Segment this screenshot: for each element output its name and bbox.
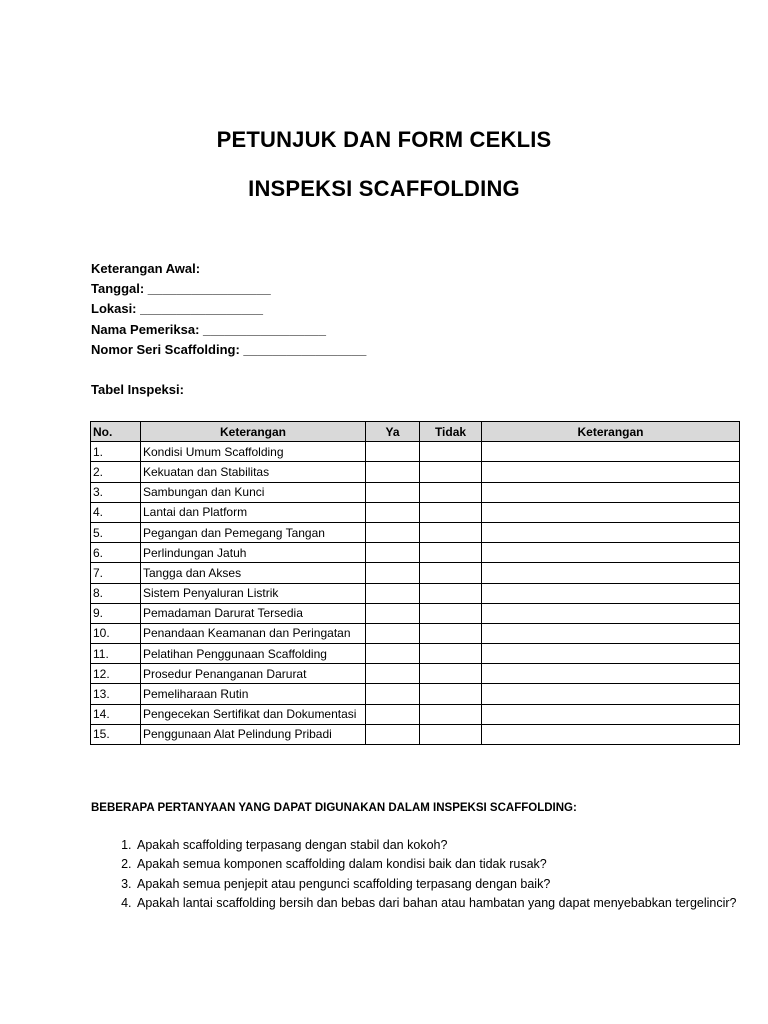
row-item: Penandaan Keamanan dan Peringatan: [141, 623, 366, 643]
table-row: [91, 543, 740, 563]
no-checkbox-cell[interactable]: [420, 664, 482, 684]
table-row: [91, 704, 740, 724]
row-number: 6.: [91, 543, 141, 563]
notes-cell[interactable]: [482, 442, 740, 462]
table-row: [91, 724, 740, 744]
table-row: [91, 522, 740, 542]
no-checkbox-cell[interactable]: [420, 543, 482, 563]
inspection-table: [90, 421, 740, 745]
list-item: 2. Apakah semua komponen scaffolding dalam kondisi baik dan tidak rusak?: [135, 855, 755, 874]
no-checkbox-cell[interactable]: [420, 623, 482, 643]
no-checkbox-cell[interactable]: [420, 522, 482, 542]
questions-heading: BEBERAPA PERTANYAAN YANG DAPAT DIGUNAKAN DALAM INSPEKSI SCAFFOLDING:: [91, 802, 577, 814]
column-header-yes: Ya: [366, 422, 420, 442]
notes-cell[interactable]: [482, 603, 740, 623]
yes-checkbox-cell[interactable]: [366, 462, 420, 482]
notes-cell[interactable]: [482, 704, 740, 724]
notes-cell[interactable]: [482, 502, 740, 522]
row-number: 2.: [91, 462, 141, 482]
info-field-serial: Nomor Seri Scaffolding: _________________: [91, 341, 367, 357]
no-checkbox-cell[interactable]: [420, 442, 482, 462]
no-checkbox-cell[interactable]: [420, 644, 482, 664]
yes-checkbox-cell[interactable]: [366, 603, 420, 623]
row-item: Sistem Penyaluran Listrik: [141, 583, 366, 603]
row-number: 4.: [91, 502, 141, 522]
no-checkbox-cell[interactable]: [420, 563, 482, 583]
row-item: Lantai dan Platform: [141, 502, 366, 522]
no-checkbox-cell[interactable]: [420, 462, 482, 482]
notes-cell[interactable]: [482, 623, 740, 643]
document-subtitle: INSPEKSI SCAFFOLDING: [248, 176, 520, 201]
table-row: [91, 603, 740, 623]
notes-cell[interactable]: [482, 543, 740, 563]
info-field-inspector: Nama Pemeriksa: _________________: [91, 321, 326, 337]
document-title: PETUNJUK DAN FORM CEKLIS: [216, 127, 552, 152]
notes-cell[interactable]: [482, 684, 740, 704]
column-header-no: No.: [91, 422, 141, 442]
table-row: [91, 502, 740, 522]
column-header-item: Keterangan: [141, 422, 366, 442]
no-checkbox-cell[interactable]: [420, 603, 482, 623]
yes-checkbox-cell[interactable]: [366, 623, 420, 643]
row-item: Prosedur Penanganan Darurat: [141, 664, 366, 684]
list-item: 4. Apakah lantai scaffolding bersih dan bebas dari bahan atau hambatan yang dapat menyebabkan tergelincir?: [135, 894, 755, 913]
row-item: Pengecekan Sertifikat dan Dokumentasi: [141, 704, 366, 724]
yes-checkbox-cell[interactable]: [366, 502, 420, 522]
notes-cell[interactable]: [482, 563, 740, 583]
row-item: Kondisi Umum Scaffolding: [141, 442, 366, 462]
row-number: 12.: [91, 664, 141, 684]
row-item: Sambungan dan Kunci: [141, 482, 366, 502]
yes-checkbox-cell[interactable]: [366, 664, 420, 684]
no-checkbox-cell[interactable]: [420, 684, 482, 704]
row-number: 14.: [91, 704, 141, 724]
row-item: Perlindungan Jatuh: [141, 543, 366, 563]
column-header-no-answer: Tidak: [420, 422, 482, 442]
yes-checkbox-cell[interactable]: [366, 644, 420, 664]
row-item: Pelatihan Penggunaan Scaffolding: [141, 644, 366, 664]
row-item: Pemeliharaan Rutin: [141, 684, 366, 704]
no-checkbox-cell[interactable]: [420, 583, 482, 603]
row-number: 11.: [91, 644, 141, 664]
no-checkbox-cell[interactable]: [420, 482, 482, 502]
column-header-notes: Keterangan: [482, 422, 740, 442]
no-checkbox-cell[interactable]: [420, 704, 482, 724]
table-row: [91, 644, 740, 664]
info-field-location: Lokasi: _________________: [91, 301, 264, 317]
table-row: [91, 442, 740, 462]
no-checkbox-cell[interactable]: [420, 724, 482, 744]
notes-cell[interactable]: [482, 482, 740, 502]
notes-cell[interactable]: [482, 583, 740, 603]
notes-cell[interactable]: [482, 644, 740, 664]
table-heading: Tabel Inspeksi:: [91, 382, 184, 397]
yes-checkbox-cell[interactable]: [366, 724, 420, 744]
row-number: 8.: [91, 583, 141, 603]
notes-cell[interactable]: [482, 664, 740, 684]
table-row: [91, 583, 740, 603]
yes-checkbox-cell[interactable]: [366, 563, 420, 583]
row-item: Penggunaan Alat Pelindung Pribadi: [141, 724, 366, 744]
row-number: 9.: [91, 603, 141, 623]
questions-list: [91, 836, 755, 913]
row-number: 13.: [91, 684, 141, 704]
yes-checkbox-cell[interactable]: [366, 543, 420, 563]
row-item: Pegangan dan Pemegang Tangan: [141, 522, 366, 542]
row-number: 5.: [91, 522, 141, 542]
info-field-date: Tanggal: _________________: [91, 281, 271, 297]
row-number: 3.: [91, 482, 141, 502]
notes-cell[interactable]: [482, 522, 740, 542]
row-number: 7.: [91, 563, 141, 583]
notes-cell[interactable]: [482, 462, 740, 482]
table-header-row: [91, 422, 740, 442]
table-row: [91, 623, 740, 643]
yes-checkbox-cell[interactable]: [366, 583, 420, 603]
yes-checkbox-cell[interactable]: [366, 684, 420, 704]
yes-checkbox-cell[interactable]: [366, 442, 420, 462]
info-section: [91, 259, 366, 360]
table-row: [91, 462, 740, 482]
row-item: Kekuatan dan Stabilitas: [141, 462, 366, 482]
row-item: Pemadaman Darurat Tersedia: [141, 603, 366, 623]
no-checkbox-cell[interactable]: [420, 502, 482, 522]
list-item: 1. Apakah scaffolding terpasang dengan stabil dan kokoh?: [135, 836, 755, 855]
yes-checkbox-cell[interactable]: [366, 704, 420, 724]
yes-checkbox-cell[interactable]: [366, 522, 420, 542]
row-number: 1.: [91, 442, 141, 462]
list-item: 3. Apakah semua penjepit atau pengunci scaffolding terpasang dengan baik?: [135, 875, 755, 894]
table-row: [91, 482, 740, 502]
row-number: 15.: [91, 724, 141, 744]
table-row: [91, 563, 740, 583]
table-row: [91, 664, 740, 684]
table-body: [91, 442, 740, 745]
notes-cell[interactable]: [482, 724, 740, 744]
info-heading: Keterangan Awal:: [91, 261, 201, 276]
row-number: 10.: [91, 623, 141, 643]
yes-checkbox-cell[interactable]: [366, 482, 420, 502]
table-row: [91, 684, 740, 704]
row-item: Tangga dan Akses: [141, 563, 366, 583]
